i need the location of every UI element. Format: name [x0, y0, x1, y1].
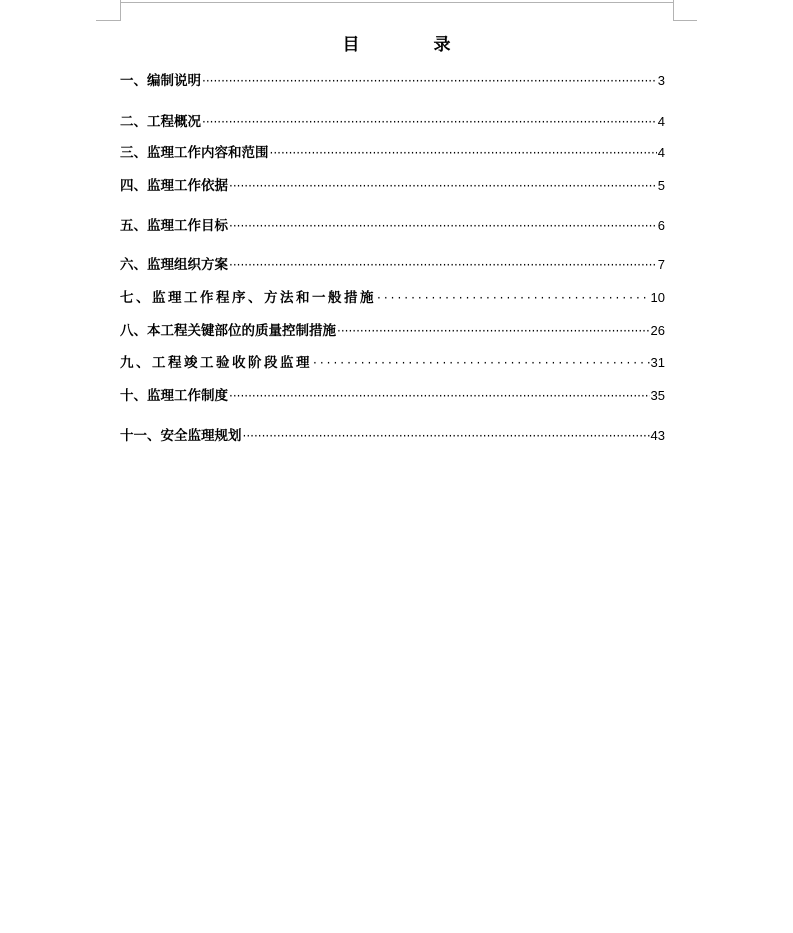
toc-entry-label: 十一、安全监理规划: [120, 428, 242, 444]
toc-entry-page: 26: [650, 323, 665, 338]
toc-dot-leader: [229, 177, 657, 195]
toc-entry-label: 七、监理工作程序、方法和一般措施: [120, 290, 376, 306]
toc-entry[interactable]: [120, 256, 665, 274]
toc-entry-label: 一、编制说明: [120, 73, 201, 89]
toc-entry-page: 4: [657, 114, 665, 129]
toc-dot-leader: [229, 256, 657, 274]
toc-dot-leader: [313, 354, 650, 372]
toc-entry-page: 6: [657, 218, 665, 233]
toc-entry-page: 31: [650, 355, 665, 370]
toc-entry-page: 35: [650, 388, 665, 403]
toc-entry-label: 九、工程竣工验收阶段监理: [120, 355, 312, 371]
toc-entry-label: 三、监理工作内容和范围: [120, 145, 269, 161]
toc-dot-leader: [229, 387, 650, 405]
toc-entry-label: 六、监理组织方案: [120, 257, 228, 273]
corner-crop-mark-top-right-vertical: [673, 0, 674, 21]
toc-dot-leader: [243, 427, 650, 445]
toc-entry[interactable]: [120, 427, 665, 445]
toc-entry-page: 4: [657, 145, 665, 160]
toc-entry-page: 3: [657, 73, 665, 88]
toc-dot-leader: [377, 289, 650, 307]
toc-entry[interactable]: [120, 322, 665, 340]
toc-entry[interactable]: [120, 387, 665, 405]
toc-entry[interactable]: [120, 354, 665, 372]
corner-crop-mark-top-left: [96, 20, 120, 21]
corner-crop-mark-top-right: [673, 20, 697, 21]
toc-entry[interactable]: [120, 289, 665, 307]
toc-entry-label: 五、监理工作目标: [120, 218, 228, 234]
toc-entry[interactable]: [120, 144, 665, 162]
toc-entry-label: 十、监理工作制度: [120, 388, 228, 404]
toc-entry-page: 10: [650, 290, 665, 305]
toc-dot-leader: [202, 113, 657, 131]
toc-entry-page: 7: [657, 257, 665, 272]
toc-entry-label: 二、工程概况: [120, 114, 201, 130]
toc-entry[interactable]: [120, 177, 665, 195]
toc-title: 目 录: [342, 35, 485, 55]
toc-entry-label: 八、本工程关键部位的质量控制措施: [120, 323, 336, 339]
toc-dot-leader: [202, 72, 657, 90]
toc-dot-leader: [270, 144, 657, 162]
corner-crop-mark-top-left-vertical: [120, 0, 121, 21]
toc-entry[interactable]: [120, 217, 665, 235]
toc-dot-leader: [229, 217, 657, 235]
toc-dot-leader: [337, 322, 650, 340]
toc-entry-page: 5: [657, 178, 665, 193]
toc-entry-label: 四、监理工作依据: [120, 178, 228, 194]
toc-entry[interactable]: [120, 72, 665, 90]
toc-entry[interactable]: [120, 113, 665, 131]
page-top-border: [120, 2, 673, 3]
toc-entry-page: 43: [650, 428, 665, 443]
